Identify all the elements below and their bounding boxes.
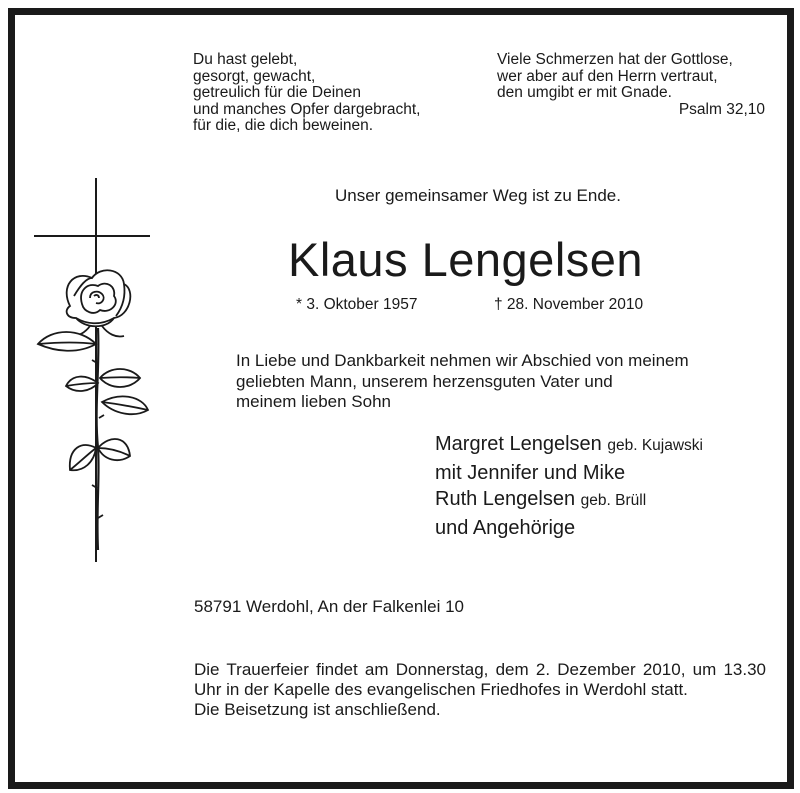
farewell-line: meinem lieben Sohn [236, 392, 391, 411]
poem-left [193, 52, 420, 135]
farewell-text [236, 351, 689, 413]
mourner-entry [435, 431, 703, 460]
burial-text: Die Beisetzung ist anschließend. [194, 700, 441, 719]
psalm-line: Viele Schmerzen hat der Gottlose, [497, 51, 733, 68]
cross-with-rose-icon [30, 178, 156, 562]
intro-line: Unser gemeinsamer Weg ist zu Ende. [335, 186, 621, 205]
funeral-info [194, 660, 766, 720]
farewell-line: geliebten Mann, unserem herzensguten Vater und [236, 371, 613, 391]
funeral-text: Die Trauerfeier findet am Donnerstag, dem 2. Dezember 2010, um 13.30 Uhr in der Kapelle des evangelischen Friedhofes in Werdohl statt. [194, 660, 766, 699]
mourner-name: Ruth Lengelsen [435, 488, 576, 510]
mourner-birth-name: geb. Kujawski [607, 437, 703, 454]
mourner-entry [435, 486, 703, 515]
mourners-list [435, 431, 703, 541]
poem-left-line: getreulich für die Deinen [193, 84, 362, 102]
psalm-quote [497, 52, 765, 118]
mourner-name: Margret Lengelsen [435, 433, 602, 455]
poem-left-line: für die, die dich beweinen. [193, 117, 374, 135]
mourner-name: mit Jennifer und Mike [435, 461, 626, 484]
address: 58791 Werdohl, An der Falkenlei 10 [194, 597, 464, 616]
psalm-source: Psalm 32,10 [678, 100, 765, 118]
mourner-birth-name: geb. Brüll [580, 492, 647, 509]
mourner-entry [435, 460, 703, 487]
psalm-line: den umgibt er mit Gnade. [497, 84, 672, 102]
poem-left-line: Du hast gelebt, [193, 51, 298, 68]
death-date: † 28. November 2010 [494, 296, 644, 313]
mourner-name: und Angehörige [435, 516, 576, 539]
poem-left-line: und manches Opfer dargebracht, [193, 100, 421, 118]
mourner-entry [435, 515, 703, 542]
farewell-line: In Liebe und Dankbarkeit nehmen wir Abschied von meinem [236, 351, 689, 370]
poem-left-line: gesorgt, gewacht, [193, 67, 316, 85]
birth-date: * 3. Oktober 1957 [296, 296, 418, 313]
deceased-name: Klaus Lengelsen [288, 233, 644, 286]
psalm-line: wer aber auf den Herrn vertraut, [497, 67, 718, 85]
